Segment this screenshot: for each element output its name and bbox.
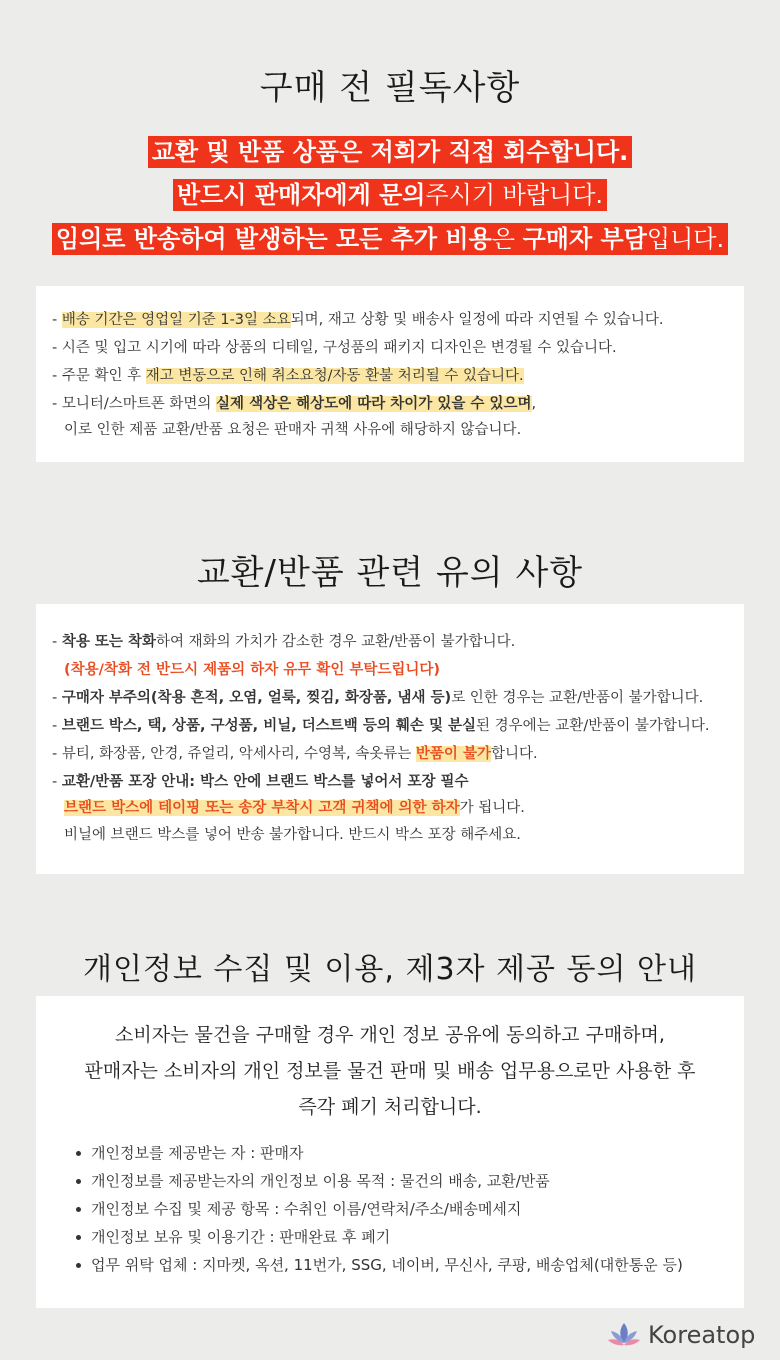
bold-text: 교환/반품 포장 안내: 박스 안에 브랜드 박스를 넣어서 포장 필수 xyxy=(61,774,469,790)
notice-text: 은 xyxy=(491,225,523,253)
section-title-returns: 교환/반품 관련 유의 사항 xyxy=(196,553,584,593)
dash: - xyxy=(52,312,62,328)
bold-text: 구매자 부주의(착용 흔적, 오염, 얼룩, 찢김, 화장품, 냄새 등) xyxy=(61,690,452,706)
bullet-icon xyxy=(76,1179,81,1184)
info-text: - 모니터/스마트폰 화면의 xyxy=(52,396,217,412)
notice-highlight: 임의로 반송하여 발생하는 모든 추가 비용 xyxy=(52,223,492,255)
info-line xyxy=(52,744,538,764)
dash: - xyxy=(52,718,62,734)
privacy-statement: 판매자는 소비자의 개인 정보를 물건 판매 및 배송 업무용으로만 사용한 후 xyxy=(84,1060,696,1082)
bullet-icon xyxy=(76,1235,81,1240)
brand-logo xyxy=(606,1318,755,1352)
info-line: - 시즌 및 입고 시기에 따라 상품의 디테일, 구성품의 패키지 디자인은 변경될 수 있습니다. xyxy=(52,340,617,356)
page-title: 구매 전 필독사항 xyxy=(259,68,521,108)
list-item-text: 개인정보 수집 및 제공 항목 : 수취인 이름/연락처/주소/배송메세지 xyxy=(91,1200,522,1218)
logo-text: Koreatop xyxy=(648,1321,756,1349)
list-item xyxy=(76,1227,390,1247)
notice-highlight: 구매자 부담 xyxy=(522,225,647,253)
info-line xyxy=(52,366,524,386)
privacy-statement: 소비자는 물건을 구매할 경우 개인 정보 공유에 동의하고 구매하며, xyxy=(115,1024,665,1046)
dash: - xyxy=(52,690,62,706)
notice-text: 입니다. xyxy=(647,223,728,255)
bold-text: 브랜드 박스, 택, 상품, 구성품, 비닐, 더스트백 등의 훼손 및 분실 xyxy=(61,718,477,734)
info-text: - 주문 확인 후 xyxy=(52,368,146,384)
list-item xyxy=(76,1199,521,1219)
info-text: 된 경우에는 교환/반품이 불가합니다. xyxy=(476,718,710,734)
info-line xyxy=(52,772,469,792)
info-line: 비닐에 브랜드 박스를 넣어 반송 불가합니다. 반드시 박스 포장 해주세요. xyxy=(64,827,521,843)
bullet-icon xyxy=(76,1207,81,1212)
info-text: 하여 재화의 가치가 감소한 경우 교환/반품이 불가합니다. xyxy=(155,634,516,650)
info-line xyxy=(52,632,515,652)
list-item xyxy=(76,1255,683,1275)
highlight-text: 배송 기간은 영업일 기준 1-3일 소요 xyxy=(61,312,291,328)
shipping-info-box xyxy=(36,286,744,462)
highlight-text: 브랜드 박스에 테이핑 또는 송장 부착시 고객 귀책에 의한 하자 xyxy=(64,800,460,816)
notice-line-1 xyxy=(0,137,780,167)
list-item xyxy=(76,1143,304,1163)
dash: - xyxy=(52,634,62,650)
list-item-text: 업무 위탁 업체 : 지마켓, 옥션, 11번가, SSG, 네이버, 무신사, 쿠팡, 배송업체(대한통운 등) xyxy=(91,1256,683,1274)
highlight-text: 재고 변동으로 인해 취소요청/자동 환불 처리될 수 있습니다. xyxy=(145,368,524,384)
notice-line-3 xyxy=(0,224,780,254)
info-line xyxy=(64,798,525,818)
list-item xyxy=(76,1171,550,1191)
info-line xyxy=(52,310,664,330)
lotus-icon xyxy=(606,1320,642,1350)
privacy-info-box xyxy=(36,996,744,1308)
notice-line-2 xyxy=(0,180,780,210)
notice-highlight: 반드시 판매자에게 문의 xyxy=(173,179,426,211)
notice-highlight: 교환 및 반품 상품은 저희가 직접 회수합니다. xyxy=(148,136,633,168)
info-text: 로 인한 경우는 교환/반품이 불가합니다. xyxy=(451,690,704,706)
dash: - xyxy=(52,774,62,790)
bullet-icon xyxy=(76,1263,81,1268)
info-text: 가 됩니다. xyxy=(459,800,525,816)
list-item-text: 개인정보를 제공받는 자 : 판매자 xyxy=(91,1144,304,1162)
info-line xyxy=(52,688,703,708)
info-line: (착용/착화 전 반드시 제품의 하자 유무 확인 부탁드립니다) xyxy=(64,662,441,678)
returns-info-box xyxy=(36,604,744,874)
highlight-text: 실제 색상은 해상도에 따라 차이가 있을 수 있으며 xyxy=(216,396,532,412)
info-text: 합니다. xyxy=(491,746,538,762)
list-item-text: 개인정보를 제공받는자의 개인정보 이용 목적 : 물건의 배송, 교환/반품 xyxy=(91,1172,550,1190)
bold-text: 착용 또는 착화 xyxy=(61,634,156,650)
list-item-text: 개인정보 보유 및 이용기간 : 판매완료 후 폐기 xyxy=(91,1228,391,1246)
info-text: - 뷰티, 화장품, 안경, 쥬얼리, 악세사리, 수영복, 속옷류는 xyxy=(52,746,416,762)
info-text: 되며, 재고 상황 및 배송사 일정에 따라 지연될 수 있습니다. xyxy=(290,312,664,328)
highlight-text: 반품이 불가 xyxy=(415,746,491,762)
bullet-icon xyxy=(76,1151,81,1156)
notice-text: 주시기 바랍니다. xyxy=(426,179,608,211)
info-line: 이로 인한 제품 교환/반품 요청은 판매자 귀책 사유에 해당하지 않습니다. xyxy=(64,422,522,438)
info-line xyxy=(52,394,536,414)
privacy-statement: 즉각 폐기 처리합니다. xyxy=(298,1096,482,1118)
section-title-privacy: 개인정보 수집 및 이용, 제3자 제공 동의 안내 xyxy=(82,952,698,987)
info-line xyxy=(52,716,709,736)
info-text: , xyxy=(531,396,537,412)
